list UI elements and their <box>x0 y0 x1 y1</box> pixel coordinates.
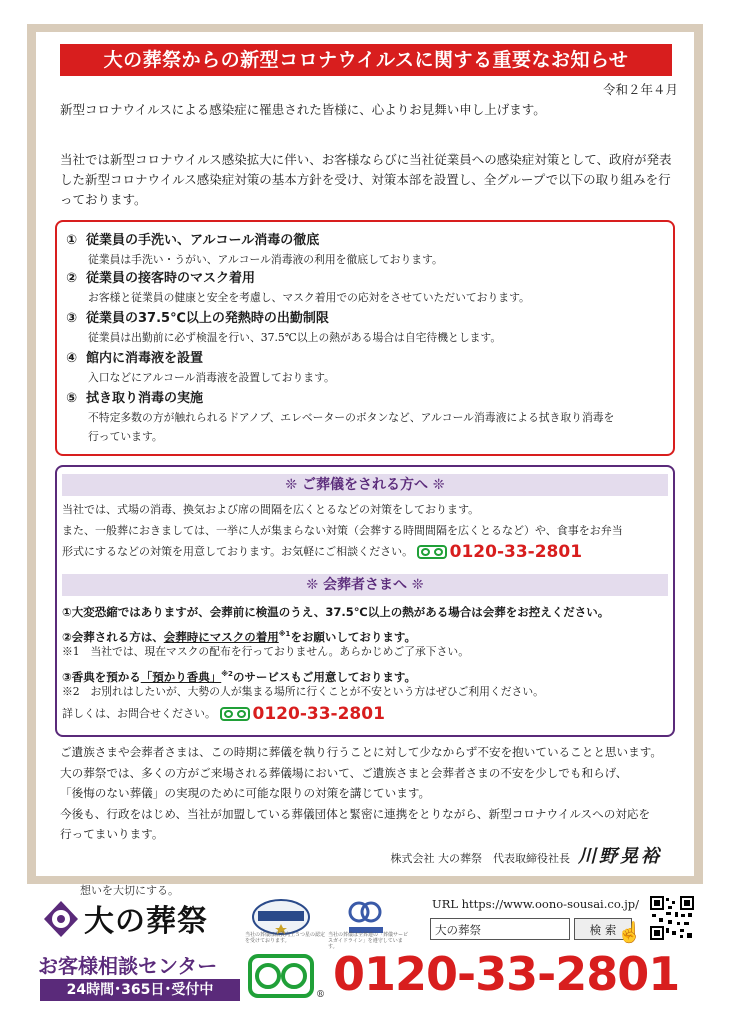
intro-paragraph-2: 当社では新型コロナウイルス感染拡大に伴い、お客様ならびに当社従業員への感染症対策として、政府が発表した新型コロナウイルス感染症対策の基本方針を受け、対策本部を設置し、全グループで以下の取り組みを行っております。 <box>60 152 672 207</box>
measure-heading: ④ 館内に消毒液を設置 <box>66 351 204 366</box>
badge-caption: 当社の葬儀は品質向上５つ星の認定を受けております。 <box>245 932 326 944</box>
mourner-item-1: ①大変恐縮ではありますが、会葬前に検温のうえ、37.5℃以上の熱がある場合は会葬をお控えください。 <box>62 605 610 619</box>
slogan: 想いを大切にする。 <box>80 884 179 897</box>
funeral-line-1: 当社では、式場の消毒、換気および席の間隔を広くとるなどの対策をしております。 <box>62 503 480 516</box>
measure-item <box>66 350 666 387</box>
freedial-icon <box>220 707 250 721</box>
measure-item <box>66 270 666 307</box>
website-url[interactable]: URL https://www.oono-sousai.co.jp/ <box>432 897 640 911</box>
customer-center-label: お客様相談センター <box>38 954 218 978</box>
badge-caption: 当社の葬儀は全葬連の「葬儀サービスガイドライン」を遵守しています。 <box>328 932 409 950</box>
brand-logo: 大の葬祭 <box>84 904 208 939</box>
quality-badge-icon <box>250 897 312 937</box>
measure-body: 不特定多数の方が触れられるドアノブ、エレベーターのボタンなど、アルコール消毒液による拭き取り消毒を <box>88 411 615 424</box>
mourner-note-1: ※1 当社では、現在マスクの配布を行っておりません。あらかじめご了承下さい。 <box>62 645 469 658</box>
signature: 株式会社 大の葬祭 代表取締役社長 川野晃裕 <box>390 846 662 867</box>
logo-icon <box>42 900 80 938</box>
measure-item <box>66 390 666 446</box>
mourner-inquiry: 詳しくは、お問合せください。 0120-33-2801 <box>62 704 385 724</box>
mourner-phone[interactable]: 0120-33-2801 <box>252 704 385 724</box>
closing-message: ご遺族さまや会葬者さまは、この時期に葬儀を執り行うことに対して少なからず不安を抱いていることと思います。 大の葬祭では、多くの方がご来場される葬儀場において、ご遺族さまと会葬者さまの不安を少しでも和らげ、 「後悔のない葬儀」の実現のために可能な限りの対策を講じています。 今後も、行政をはじめ、当社が加盟している葬儀団体と緊密に連携をとりながら、新型コロナウイルスへの対応を 行ってまいります。 <box>60 745 662 841</box>
intro-paragraph-1: 新型コロナウイルスによる感染症に罹患された皆様に、心よりお見舞い申し上げます。 <box>60 102 546 117</box>
funeral-line-2: また、一般葬におきましては、一挙に人が集まらない対策（会葬する時間間隔を広くとるなど）や、食事をお弁当 <box>62 524 623 537</box>
freedial-icon <box>248 954 314 998</box>
issue-date: 令和２年４月 <box>602 82 678 97</box>
mourner-item-3: ③香典を預かる「預かり香典」$^{※2}$のサービスもご用意しております。 <box>62 669 417 684</box>
measure-heading: ② 従業員の接客時のマスク着用 <box>66 271 256 286</box>
measure-body: 従業員は手洗い・うがい、アルコール消毒液の利用を徹底しております。 <box>88 253 443 266</box>
service-hours: 24時間･365日･受付中 <box>40 979 240 1001</box>
page-title: 大の葬祭からの新型コロナウイルスに関する重要なお知らせ <box>60 44 672 76</box>
measure-body: お客様と従業員の健康と安全を考慮し、マスク着用での応対をさせていただいております。 <box>88 291 530 304</box>
mourner-note-2: ※2 お別れはしたいが、大勢の人が集まる場所に行くことが不安という方はぜひご利用ください。 <box>62 685 544 698</box>
measure-item <box>66 310 666 347</box>
search-input[interactable]: 大の葬祭 <box>430 918 570 940</box>
measure-body-cont: 行っています。 <box>88 430 163 443</box>
association-badge-icon <box>335 897 397 937</box>
measure-heading: ⑤ 拭き取り消毒の実施 <box>66 391 204 406</box>
funeral-phone[interactable]: 0120-33-2801 <box>449 542 583 562</box>
measure-heading: ③ 従業員の37.5℃以上の発熱時の出勤制限 <box>66 311 329 326</box>
measure-item <box>66 232 666 269</box>
measure-body: 従業員は出勤前に必ず検温を行い、37.5℃以上の熱がある場合は自宅待機とします。 <box>88 331 502 344</box>
pointing-hand-icon: ☝ <box>617 920 642 944</box>
funeral-line-3: 形式にするなどの対策を用意しております。お気軽にご相談ください。 0120-33-2801 <box>62 542 583 562</box>
measure-body: 入口などにアルコール消毒液を設置しております。 <box>88 371 335 384</box>
main-phone-number[interactable]: 0120-33-2801 <box>333 947 680 1001</box>
qr-code-icon[interactable] <box>650 896 694 940</box>
search-button[interactable]: 検 索 <box>574 918 632 940</box>
mourner-section-heading: ❊ 会葬者さまへ ❊ <box>62 574 668 596</box>
freedial-icon <box>417 545 447 559</box>
mourner-item-2: ②会葬される方は、会葬時にマスクの着用$^{※1}$をお願いしております。 <box>62 629 417 644</box>
signature-name: 川野晃裕 <box>578 846 662 867</box>
funeral-section-heading: ❊ ご葬儀をされる方へ ❊ <box>62 474 668 496</box>
measure-heading: ① 従業員の手洗い、アルコール消毒の徹底 <box>66 233 320 248</box>
registered-mark: ® <box>316 990 325 1000</box>
